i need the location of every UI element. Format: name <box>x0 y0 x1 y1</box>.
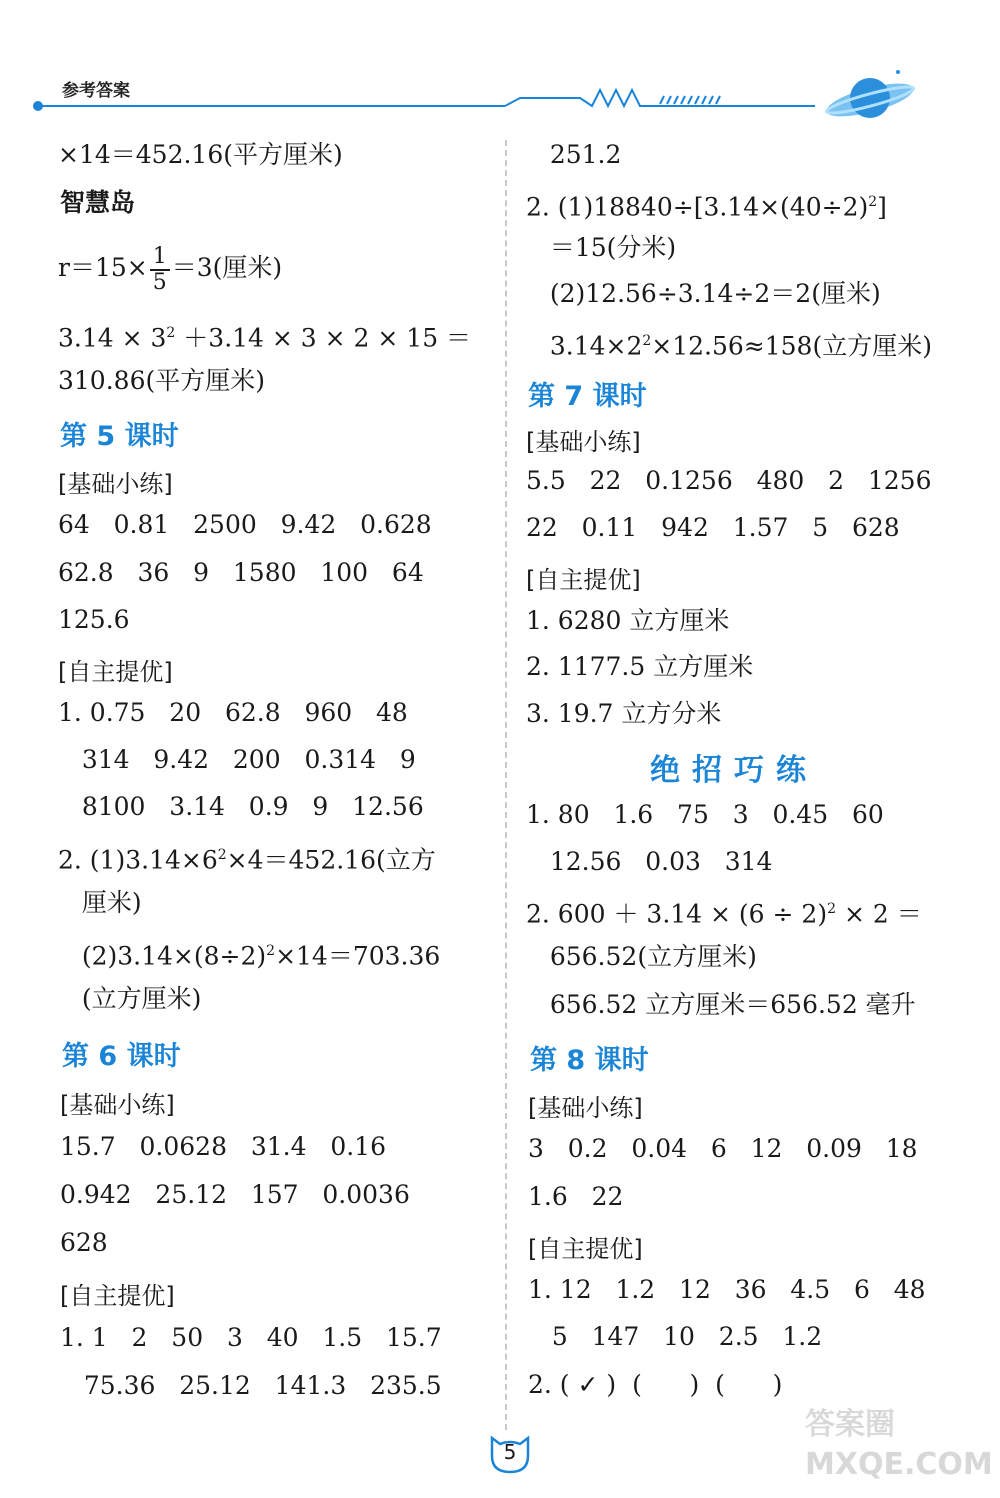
text-line: 2. $(1)18840\div[3.14\times(40\div 2)^2]$ <box>526 192 887 222</box>
section-title-6: 第 6 课时 <box>62 1041 181 1072</box>
header-decoration <box>0 60 1000 130</box>
text-line: 22 0.11 942 1.57 5 628 <box>526 513 900 542</box>
text-line: 8100 3.14 0.9 9 12.56 <box>58 792 424 821</box>
text-line: (立方厘米) <box>58 984 202 1013</box>
subsection-jichu: [基础小练] <box>528 1094 643 1122</box>
column-divider <box>505 140 507 1430</box>
text-line: 125.6 <box>58 605 130 634</box>
text-line: 1. 6280 立方厘米 <box>526 606 730 635</box>
text-line: $3.14\times 2^2\times 12.56\approx 158$(立方厘米) <box>526 331 932 361</box>
text-line: 3. 19.7 立方分米 <box>526 699 722 728</box>
text-line: $(2)3.14\times(8\div 2)^2\times 14=703.36$ <box>58 941 441 971</box>
subsection-zizhu: [自主提优] <box>58 658 173 686</box>
subsection-jichu: [基础小练] <box>526 428 641 456</box>
watermark: 答案圈 MXQE.COM <box>805 1407 993 1482</box>
subsection-jichu: [基础小练] <box>58 470 173 498</box>
text-line: ×14＝452.16(平方厘米) <box>58 140 343 169</box>
fraction: $\frac{1}{5}$ <box>150 245 170 295</box>
text-line: 2. $(1)3.14\times 6^2\times 4=452.16$(立方 <box>58 845 436 875</box>
text-line: 5.5 22 0.1256 480 2 1256 <box>526 466 932 495</box>
subsection-zizhu: [自主提优] <box>60 1282 175 1310</box>
text-line: 251.2 <box>526 140 622 169</box>
planet-icon <box>823 70 916 123</box>
check-icon: ✓ <box>577 1370 599 1399</box>
section-title-7: 第 7 课时 <box>528 381 647 412</box>
subsection-zizhu: [自主提优] <box>526 566 641 594</box>
text-line: 656.52 立方厘米＝656.52 毫升 <box>526 990 916 1019</box>
formula-radius: r＝15× $\frac{1}{5}$ ＝3(厘米) <box>58 243 283 295</box>
text-line: 314 9.42 200 0.314 9 <box>58 745 416 774</box>
text-line: 2. 1177.5 立方厘米 <box>526 652 754 681</box>
text-line: 62.8 36 9 1580 100 64 <box>58 558 424 587</box>
text-line: 2. ( ✓ ) ( ) ( ) <box>528 1370 783 1399</box>
header-label: 参考答案 <box>62 81 130 101</box>
page-number: 5 <box>503 1440 517 1464</box>
text-line: (2)12.56÷3.14÷2＝2(厘米) <box>526 279 881 308</box>
section-title-8: 第 8 课时 <box>530 1045 649 1076</box>
subsection-jichu: [基础小练] <box>60 1091 175 1119</box>
text-line: 310.86(平方厘米) <box>58 366 265 395</box>
text-line: 1.6 22 <box>528 1182 624 1211</box>
text-line: 厘米) <box>58 888 142 917</box>
text-line: 1. 1 2 50 3 40 1.5 15.7 <box>60 1323 442 1352</box>
text-line: 0.942 25.12 157 0.0036 <box>60 1180 410 1209</box>
text-line: 15.7 0.0628 31.4 0.16 <box>60 1132 386 1161</box>
text-line: 2. $600 + 3.14 \times (6 \div 2)^2 \times 2$ ＝ <box>526 899 922 929</box>
text-line: 64 0.81 2500 9.42 0.628 <box>58 510 432 539</box>
heading-zhihui: 智慧岛 <box>60 188 136 217</box>
text-line: 656.52(立方厘米) <box>526 942 757 971</box>
text-line: 75.36 25.12 141.3 235.5 <box>60 1371 442 1400</box>
section-title-5: 第 5 课时 <box>60 421 179 452</box>
text-line: 1. 80 1.6 75 3 0.45 60 <box>526 800 884 829</box>
text-line: 3 0.2 0.04 6 12 0.09 18 <box>528 1134 918 1163</box>
title-juezhao: 绝招巧练 <box>650 753 818 788</box>
text-line: $3.14 \times 3^2 +3.14 \times 3 \times 2 \times 15$ ＝ <box>58 323 472 353</box>
text-line: 628 <box>60 1228 108 1257</box>
text-line: ＝15(分米) <box>526 233 677 262</box>
text-line: 1. 12 1.2 12 36 4.5 6 48 <box>528 1275 926 1304</box>
text-line: 1. 0.75 20 62.8 960 48 <box>58 698 408 727</box>
text-line: 12.56 0.03 314 <box>526 847 773 876</box>
text-line: 5 147 10 2.5 1.2 <box>528 1322 823 1351</box>
subsection-zizhu: [自主提优] <box>528 1235 643 1263</box>
